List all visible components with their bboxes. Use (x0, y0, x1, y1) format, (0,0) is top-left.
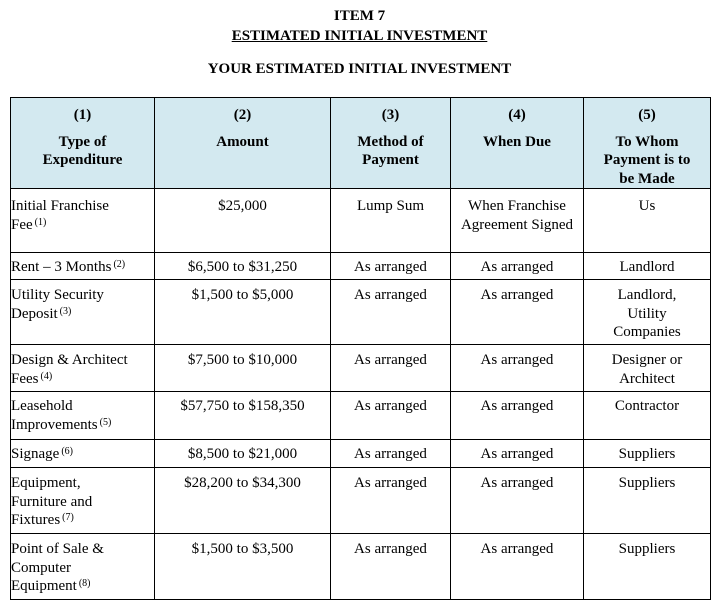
cell-method: Lump Sum (331, 189, 451, 253)
expenditure-type: Equipment, Furniture and Fixtures (11, 475, 93, 528)
cell-payee: Designer or Architect (584, 345, 711, 392)
footnote-ref: (7) (62, 512, 74, 523)
cell-amount: $28,200 to $34,300 (155, 468, 331, 534)
footnote-ref: (4) (40, 370, 53, 382)
table-row (11, 189, 711, 253)
table-row (11, 253, 711, 280)
table-row (11, 345, 711, 392)
cell-type (11, 189, 155, 253)
column-label: When Due (483, 133, 551, 150)
cell-due: As arranged (451, 253, 584, 280)
footnote-ref: (8) (78, 578, 91, 589)
table-row (11, 392, 711, 440)
cell-type (11, 440, 155, 468)
footnote-ref: (6) (61, 446, 73, 457)
table-header (11, 98, 711, 189)
cell-type (11, 534, 155, 600)
footnote-ref: (3) (59, 305, 72, 317)
cell-payee: Landlord (584, 253, 711, 280)
column-number: (5) (638, 107, 656, 123)
expenditure-type: Rent – 3 Months (11, 259, 112, 275)
cell-method: As arranged (331, 534, 451, 600)
cell-payee: Suppliers (584, 534, 711, 600)
cell-method: As arranged (331, 468, 451, 534)
table-heading: YOUR ESTIMATED INITIAL INVESTMENT (207, 61, 512, 77)
table-row (11, 440, 711, 468)
column-number: (3) (381, 107, 400, 123)
column-label: Amount (216, 133, 269, 150)
cell-method: As arranged (331, 440, 451, 468)
cell-due: As arranged (451, 280, 584, 345)
cell-type (11, 345, 155, 392)
table-row (11, 534, 711, 600)
footnote-ref: (5) (99, 416, 112, 428)
cell-method: As arranged (331, 253, 451, 280)
cell-type (11, 280, 155, 345)
cell-payee: Contractor (584, 392, 711, 440)
column-number: (2) (233, 107, 252, 123)
section-title-text: ESTIMATED INITIAL INVESTMENT (231, 28, 488, 44)
cell-payee: Suppliers (584, 468, 711, 534)
cell-due: As arranged (451, 392, 584, 440)
cell-method: As arranged (331, 345, 451, 392)
cell-due: As arranged (451, 440, 584, 468)
column-label: Type of Expenditure (42, 133, 123, 168)
cell-amount: $6,500 to $31,250 (155, 253, 331, 280)
column-number: (4) (508, 107, 526, 123)
footnote-ref: (1) (34, 216, 47, 228)
cell-payee: Suppliers (584, 440, 711, 468)
table-row (11, 280, 711, 345)
column-number: (1) (73, 107, 92, 123)
item-number: ITEM 7 (333, 8, 386, 24)
expenditure-type: Initial Franchise Fee (11, 198, 109, 233)
cell-type (11, 253, 155, 280)
footnote-ref: (2) (113, 259, 126, 270)
table-row (11, 468, 711, 534)
column-header-due (451, 98, 584, 189)
cell-due: As arranged (451, 534, 584, 600)
cell-amount: $1,500 to $5,000 (155, 280, 331, 345)
section-title (0, 28, 719, 45)
column-header-method (331, 98, 451, 189)
cell-amount: $57,750 to $158,350 (155, 392, 331, 440)
cell-payee: Landlord, Utility Companies (584, 280, 711, 345)
initial-investment-table (10, 97, 711, 600)
header-row (11, 98, 711, 189)
expenditure-type: Signage (11, 446, 60, 462)
cell-due: As arranged (451, 345, 584, 392)
column-label: Method of Payment (357, 133, 424, 168)
cell-amount: $1,500 to $3,500 (155, 534, 331, 600)
cell-amount: $8,500 to $21,000 (155, 440, 331, 468)
cell-due: When Franchise Agreement Signed (451, 189, 584, 253)
cell-method: As arranged (331, 280, 451, 345)
column-header-payee (584, 98, 711, 189)
expenditure-type: Point of Sale & Computer Equipment (11, 541, 104, 594)
cell-amount: $25,000 (155, 189, 331, 253)
cell-type (11, 468, 155, 534)
cell-payee: Us (584, 189, 711, 253)
table-body (11, 189, 711, 600)
expenditure-type: Utility Security Deposit (11, 287, 104, 322)
expenditure-type: Leasehold Improvements (11, 398, 98, 433)
cell-due: As arranged (451, 468, 584, 534)
column-header-amount (155, 98, 331, 189)
expenditure-type: Design & Architect Fees (11, 352, 128, 387)
column-header-type (11, 98, 155, 189)
cell-amount: $7,500 to $10,000 (155, 345, 331, 392)
cell-method: As arranged (331, 392, 451, 440)
cell-type (11, 392, 155, 440)
column-label: To Whom Payment is to be Made (603, 133, 691, 187)
